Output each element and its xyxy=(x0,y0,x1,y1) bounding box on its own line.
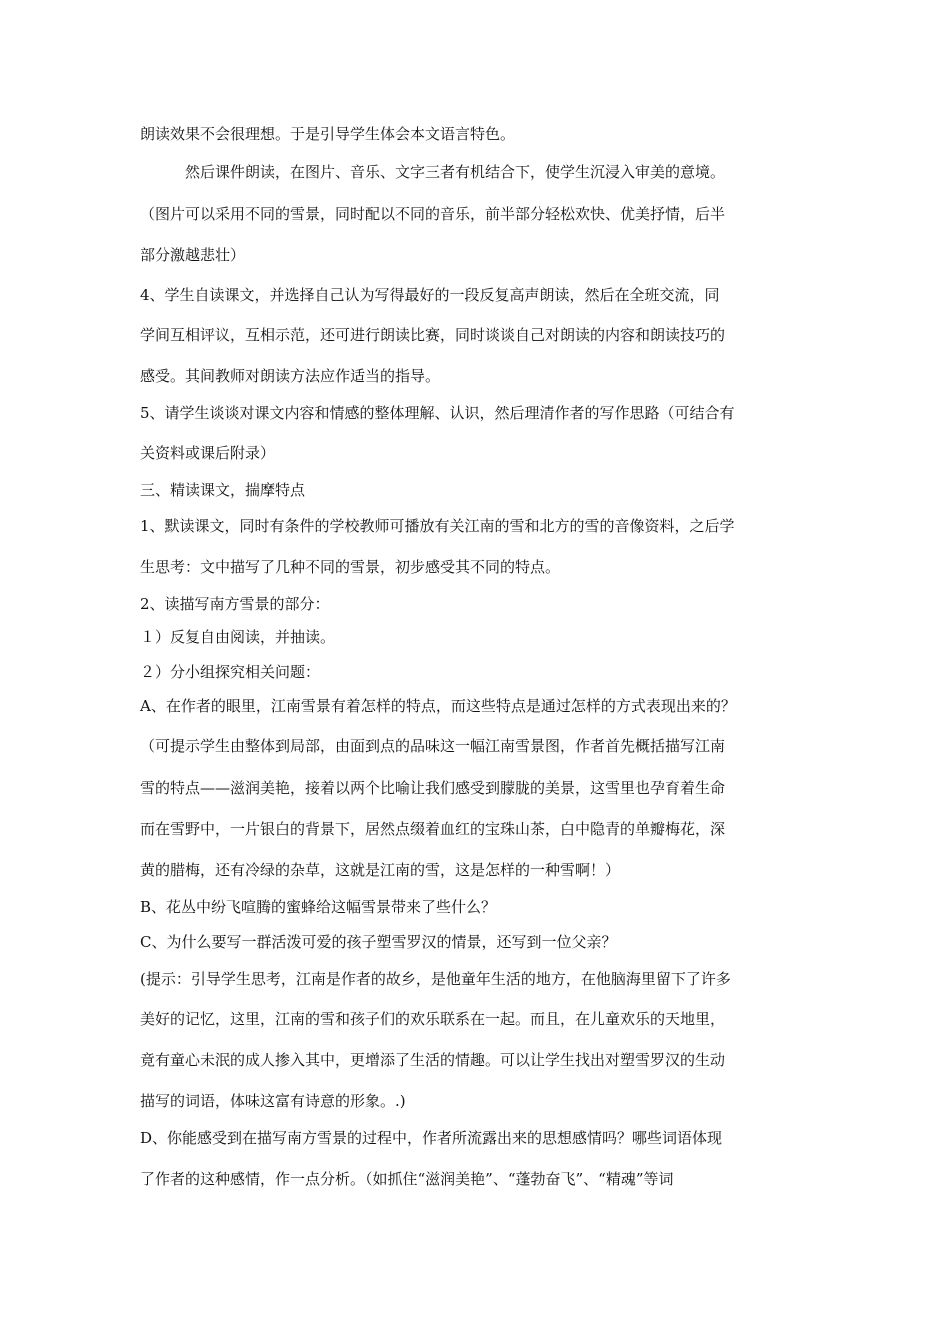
text-line: 而在雪野中，一片银白的背景下，居然点缀着血红的宝珠山茶，白中隐青的单瓣梅花，深 xyxy=(140,820,726,838)
text-line: （可提示学生由整体到局部，由面到点的品味这一幅江南雪景图，作者首先概括描写江南 xyxy=(140,737,726,755)
text-line: 1、默读课文，同时有条件的学校教师可播放有关江南的雪和北方的雪的音像资料，之后学 xyxy=(140,517,735,535)
text-line: 关资料或课后附录） xyxy=(140,444,276,462)
text-line: ２）分小组探究相关问题： xyxy=(140,663,321,681)
text-line: 部分激越悲壮） xyxy=(140,246,246,264)
text-line: A、在作者的眼里，江南雪景有着怎样的特点，而这些特点是通过怎样的方式表现出来的？ xyxy=(140,697,736,715)
text-line: C、为什么要写一群活泼可爱的孩子塑雪罗汉的情景，还写到一位父亲？ xyxy=(140,933,617,951)
text-line: D、你能感受到在描写南方雪景的过程中，作者所流露出来的思想感情吗？哪些词语体现 xyxy=(140,1129,723,1147)
text-line: １）反复自由阅读，并抽读。 xyxy=(140,628,336,646)
text-line: 了作者的这种感情，作一点分析。（如抓住“滋润美艳”、“蓬勃奋飞”、“精魂”等词 xyxy=(140,1170,674,1188)
text-line: 黄的腊梅，还有冷绿的杂草，这就是江南的雪，这是怎样的一种雪啊！） xyxy=(140,861,621,879)
text-line: 学间互相评议，互相示范，还可进行朗读比赛，同时谈谈自己对朗读的内容和朗读技巧的 xyxy=(140,326,726,344)
text-line: 朗读效果不会很理想。于是引导学生体会本文语言特色。 xyxy=(140,125,516,143)
text-line: 竟有童心未泯的成人掺入其中，更增添了生活的情趣。可以让学生找出对塑雪罗汉的生动 xyxy=(140,1051,726,1069)
text-line: 描写的词语，体味这富有诗意的形象。.) xyxy=(140,1092,406,1110)
text-line: 雪的特点——滋润美艳，接着以两个比喻让我们感受到朦胧的美景，这雪里也孕育着生命 xyxy=(140,779,726,797)
text-line: 感受。其间教师对朗读方法应作适当的指导。 xyxy=(140,367,441,385)
text-line: 5、请学生谈谈对课文内容和情感的整体理解、认识，然后理清作者的写作思路（可结合有 xyxy=(140,404,735,422)
text-line: 生思考：文中描写了几种不同的雪景，初步感受其不同的特点。 xyxy=(140,558,561,576)
text-line: B、花丛中纷飞喧腾的蜜蜂给这幅雪景带来了些什么？ xyxy=(140,898,497,916)
section-heading: 三、精读课文，揣摩特点 xyxy=(140,481,306,499)
text-line: 2、读描写南方雪景的部分： xyxy=(140,595,330,613)
text-line: （图片可以采用不同的雪景，同时配以不同的音乐，前半部分轻松欢快、优美抒情，后半 xyxy=(140,205,726,223)
text-line: 4、学生自读课文，并选择自己认为写得最好的一段反复高声朗读，然后在全班交流，同 xyxy=(140,286,720,304)
text-line: 美好的记忆，这里，江南的雪和孩子们的欢乐联系在一起。而且，在儿童欢乐的天地里， xyxy=(140,1010,726,1028)
text-line: (提示：引导学生思考，江南是作者的故乡，是他童年生活的地方，在他脑海里留下了许多 xyxy=(140,970,731,988)
text-line: 然后课件朗读，在图片、音乐、文字三者有机结合下，使学生沉浸入审美的意境。 xyxy=(140,163,726,181)
